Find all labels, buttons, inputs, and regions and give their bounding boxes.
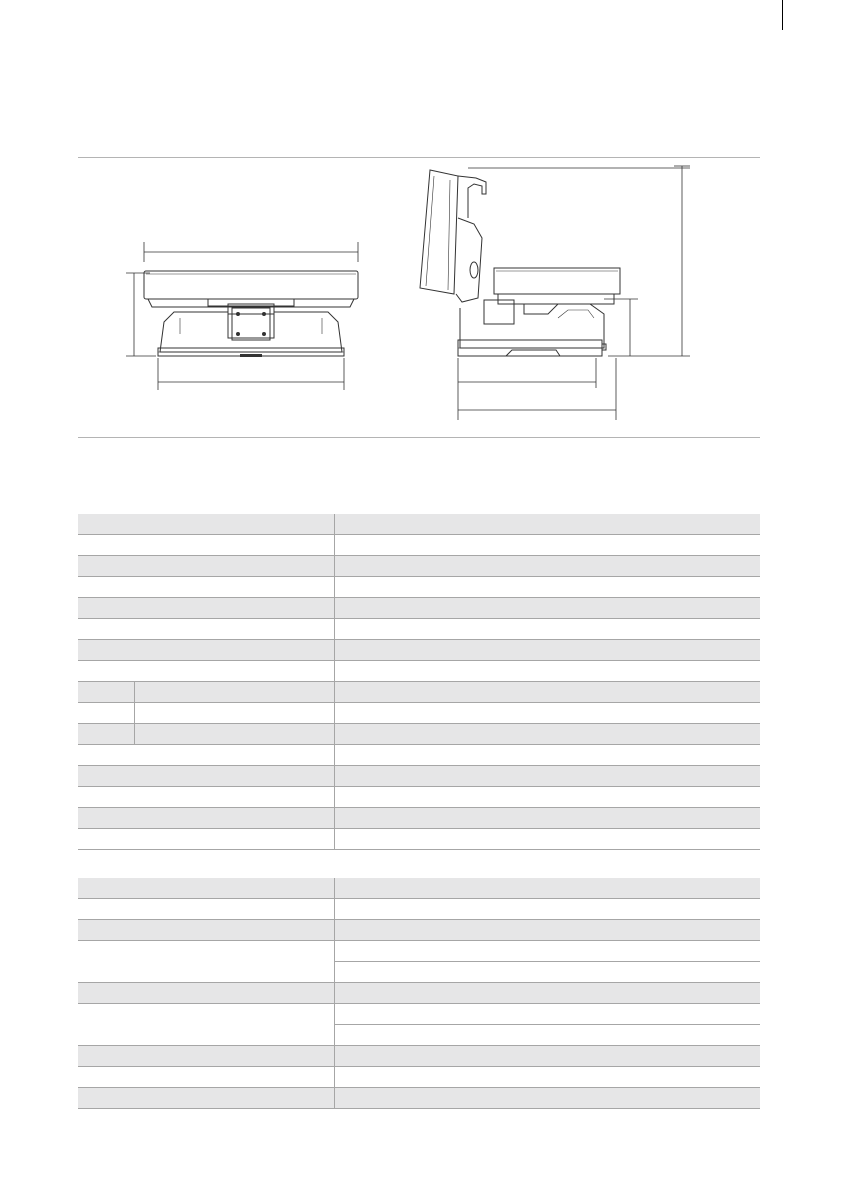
table-row [78, 661, 760, 682]
spec-value [334, 598, 760, 619]
spec-label [78, 983, 334, 1004]
spec-label [78, 619, 334, 640]
spec-value [334, 745, 760, 766]
table-row [78, 941, 760, 962]
spec-label [78, 514, 334, 535]
spec-value [334, 535, 760, 556]
table-row [78, 1046, 760, 1067]
spec-value [334, 808, 760, 829]
spec-value [334, 878, 760, 899]
spec-label [78, 745, 334, 766]
table-row [78, 598, 760, 619]
table-row [78, 829, 760, 850]
spec-value [334, 1088, 760, 1109]
table-row [78, 1067, 760, 1088]
spec-label [78, 920, 334, 941]
spec-value [334, 1025, 760, 1046]
spec-value [334, 787, 760, 808]
spec-value [334, 724, 760, 745]
drawing-bottom-rule [78, 437, 760, 438]
spec-label [78, 766, 334, 787]
spec-value [334, 640, 760, 661]
page-corner-mark [782, 0, 783, 30]
table-row [78, 577, 760, 598]
spec-value [334, 1067, 760, 1088]
spec-value [334, 962, 760, 983]
table-row [78, 703, 760, 724]
spec-value [334, 899, 760, 920]
spec-label [134, 703, 334, 724]
spec-label [78, 808, 334, 829]
table-row [78, 724, 760, 745]
spec-value [334, 766, 760, 787]
spec-value [334, 1046, 760, 1067]
spec-value [334, 682, 760, 703]
table-row [78, 899, 760, 920]
table-row [78, 1004, 760, 1025]
table-row [78, 878, 760, 899]
spec-label [78, 556, 334, 577]
spec-label [134, 724, 334, 745]
spec-value [334, 1004, 760, 1025]
table-row [78, 745, 760, 766]
spec-table-2 [78, 878, 760, 1109]
table-row [78, 640, 760, 661]
spec-label [78, 941, 334, 983]
pos-terminal-front-view-icon [126, 242, 358, 390]
spec-label [78, 598, 334, 619]
spec-label [78, 1067, 334, 1088]
spec-value [334, 619, 760, 640]
spec-label [78, 787, 334, 808]
spec-label [78, 661, 334, 682]
table-row [78, 535, 760, 556]
spec-label [78, 899, 334, 920]
table-row [78, 556, 760, 577]
spec-value [334, 983, 760, 1004]
technical-drawings [78, 158, 760, 437]
spec-label [78, 829, 334, 850]
spec-label [78, 878, 334, 899]
pos-terminal-side-view-icon [420, 166, 690, 420]
spec-value [334, 661, 760, 682]
spec-value [334, 829, 760, 850]
spec-label [78, 1088, 334, 1109]
table-row [78, 920, 760, 941]
table-row [78, 619, 760, 640]
table-row [78, 682, 760, 703]
table-row [78, 766, 760, 787]
spec-value [334, 514, 760, 535]
spec-value [334, 577, 760, 598]
spec-label [78, 577, 334, 598]
table-row [78, 983, 760, 1004]
spec-label [78, 535, 334, 556]
spec-label [134, 682, 334, 703]
spec-value [334, 920, 760, 941]
table-row [78, 514, 760, 535]
spec-label [78, 1046, 334, 1067]
spec-label [78, 1004, 334, 1046]
spec-value [334, 941, 760, 962]
spec-group-label [78, 703, 134, 724]
spec-value [334, 703, 760, 724]
table-row [78, 808, 760, 829]
spec-table-1 [78, 514, 760, 850]
spec-group-label [78, 724, 134, 745]
spec-group-label [78, 682, 134, 703]
table-row [78, 1088, 760, 1109]
spec-label [78, 640, 334, 661]
table-row [78, 787, 760, 808]
spec-value [334, 556, 760, 577]
